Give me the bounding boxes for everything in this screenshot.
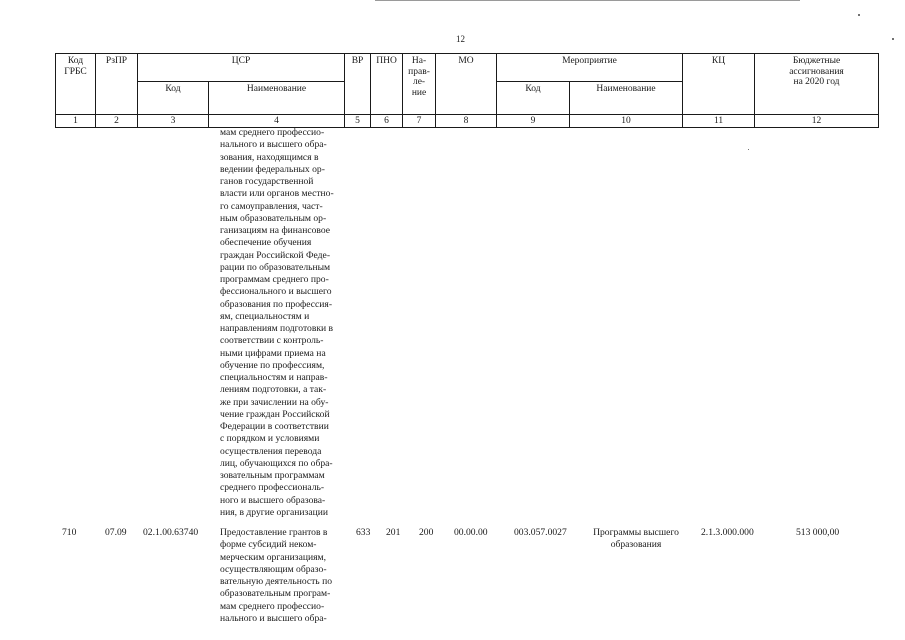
cell-event-name [586, 527, 686, 552]
text-line: зования, находящимся в [220, 151, 319, 163]
text-line: обеспечение обучения [220, 237, 312, 249]
col-number: 3 [138, 115, 209, 128]
text-line: лениям подготовки, а так- [220, 384, 327, 396]
col-number: 6 [371, 115, 403, 128]
col-header-direction-line4: ние [411, 87, 427, 98]
cell-mo: 00.00.00 [454, 527, 488, 538]
col-number: 4 [209, 115, 345, 128]
text-line: Федерации в соответствии [220, 421, 329, 432]
scan-speck [748, 149, 749, 150]
budget-table-header [55, 53, 879, 128]
text-line: ния, в другие организации [220, 506, 328, 518]
cell-name [220, 527, 332, 625]
scan-speck [858, 14, 860, 16]
text-line: Предоставление грантов в [220, 527, 328, 538]
text-line: образования по профессия- [220, 298, 333, 310]
text-line: фессионального и высшего [220, 286, 332, 298]
cell-budget: 513 000,00 [796, 527, 840, 538]
text-line: специальностям и направ- [220, 372, 328, 383]
col-header-event-code: Код [497, 82, 570, 115]
text-line: соответствии с контроль- [220, 335, 324, 347]
text-line: ям, специальностям и [220, 310, 310, 322]
column-number-row [56, 115, 879, 128]
col-header-csr: ЦСР [138, 54, 345, 82]
text-line: ным образовательным ор- [220, 212, 327, 224]
cell-pno: 201 [386, 527, 401, 538]
col-header-mo: МО [436, 54, 497, 115]
col-number: 9 [497, 115, 570, 128]
col-header-grbs [56, 54, 96, 115]
text-line: мам среднего профессио- [220, 600, 325, 612]
text-line: ведении федеральных ор- [220, 163, 325, 175]
col-number: 2 [96, 115, 138, 128]
text-line: программам среднего про- [220, 274, 329, 285]
cell-grbs: 710 [62, 527, 77, 538]
text-line: вательную деятельность по [220, 576, 333, 587]
cell-event-code: 003.057.0027 [514, 527, 567, 538]
text-line: ганов государственной [220, 176, 314, 187]
col-header-grbs-line1: Код [67, 56, 84, 66]
col-number: 11 [683, 115, 755, 128]
continuation-description [220, 127, 334, 519]
col-header-direction-line3: ле- [412, 77, 426, 87]
text-line: обучение по профессиям, [220, 359, 325, 371]
col-header-budget [755, 54, 879, 115]
col-header-kc: КЦ [683, 54, 755, 115]
col-header-budget-line1: Бюджетные [792, 56, 841, 66]
text-line: нального и высшего обра- [220, 612, 327, 624]
col-header-direction-line2: прав- [408, 66, 430, 77]
text-line: среднего профессиональ- [220, 482, 325, 494]
col-header-budget-line3: на 2020 год [793, 77, 840, 87]
col-number: 12 [755, 115, 879, 128]
text-line: осуществляющим образо- [220, 563, 327, 575]
col-number: 7 [403, 115, 436, 128]
text-line: образовательным програм- [220, 588, 331, 600]
text-line: форме субсидий неком- [220, 539, 317, 551]
col-number: 10 [570, 115, 683, 128]
text-line: рации по образовательным [220, 261, 331, 273]
cell-vr: 633 [356, 527, 371, 538]
col-header-csr-code: Код [138, 82, 209, 115]
text-line: ного и высшего образова- [220, 494, 326, 506]
text-line: осуществления перевода [220, 445, 322, 457]
text-line: мам среднего профессио- [220, 127, 325, 138]
col-header-direction-line1: На- [411, 56, 427, 66]
text-line: граждан Российской Феде- [220, 249, 331, 261]
text-line: зовательным программам [220, 470, 325, 481]
text-line: власти или органов местно- [220, 188, 334, 200]
text-line: Программы высшего [593, 527, 679, 538]
text-line: ганизациям на финансовое [220, 225, 331, 236]
col-header-event-name: Наименование [570, 82, 683, 115]
text-line: лиц, обучающихся по обра- [220, 457, 333, 469]
col-header-vr: ВР [345, 54, 371, 115]
col-number: 1 [56, 115, 96, 128]
text-line: направлениям подготовки в [220, 323, 334, 334]
col-header-csr-name: Наименование [209, 82, 345, 115]
col-number: 8 [436, 115, 497, 128]
col-header-budget-line2: ассигнования [789, 66, 844, 77]
cell-direction: 200 [419, 527, 434, 538]
text-line: го самоуправления, част- [220, 200, 323, 212]
col-header-direction [403, 54, 436, 115]
col-header-rzpr: РзПР [96, 54, 138, 115]
text-line: образования [610, 539, 662, 551]
cell-kc: 2.1.3.000.000 [701, 527, 754, 538]
col-header-event: Мероприятие [497, 54, 683, 82]
text-line: нального и высшего обра- [220, 139, 327, 151]
text-line: с порядком и условиями [220, 433, 320, 445]
scan-top-rule [375, 0, 800, 1]
text-line: ными цифрами приема на [220, 347, 326, 359]
cell-rzpr: 07.09 [105, 527, 127, 538]
scan-speck [892, 38, 894, 40]
cell-csr-code: 02.1.00.63740 [143, 527, 199, 538]
col-number: 5 [345, 115, 371, 128]
page-number: 12 [456, 34, 465, 44]
text-line: мерческим организациям, [220, 551, 326, 563]
text-line: же при зачислении на обу- [220, 396, 329, 408]
col-header-pno: ПНО [371, 54, 403, 115]
text-line: чение граждан Российской [220, 408, 330, 420]
col-header-grbs-line2: ГРБС [64, 66, 87, 77]
